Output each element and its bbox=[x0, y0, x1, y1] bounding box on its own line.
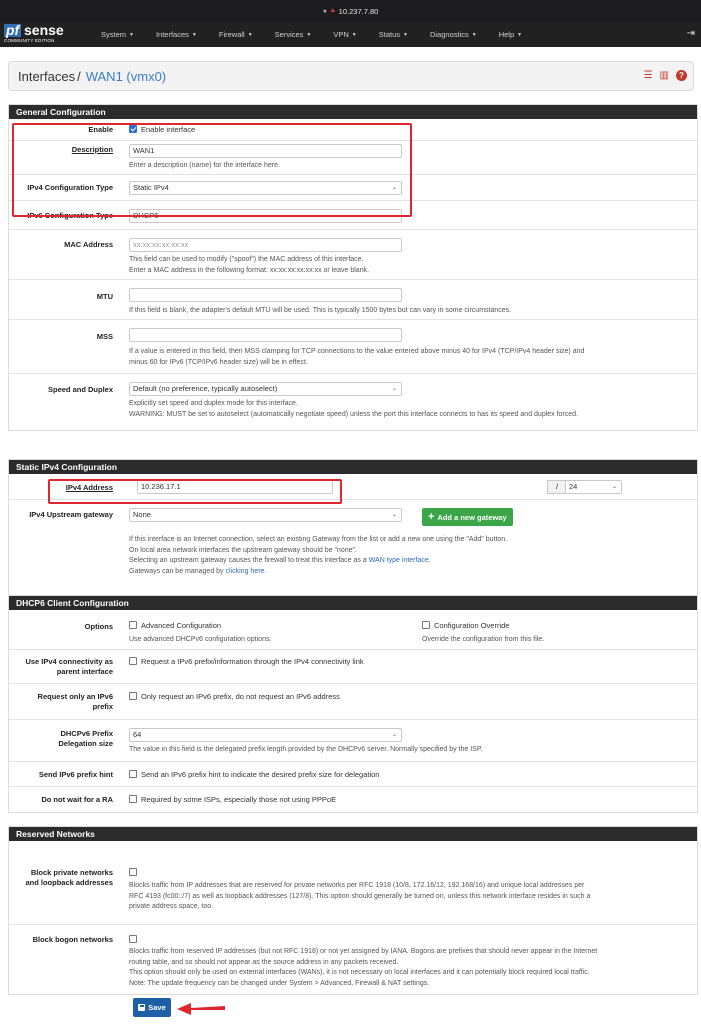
logo-sense: sense bbox=[24, 22, 64, 38]
breadcrumb-current[interactable]: WAN1 (vmx0) bbox=[85, 68, 167, 84]
advanced-config-checkbox[interactable] bbox=[129, 621, 137, 629]
help-line: routing table, and so should not appear as the source address in any packets received. bbox=[129, 958, 399, 966]
chevron-down-icon: ⌄ bbox=[611, 484, 617, 490]
row-mtu bbox=[9, 280, 697, 320]
select-value: Static IPv4 bbox=[133, 183, 169, 192]
description-label: Description bbox=[71, 145, 113, 154]
breadcrumb-separator: / bbox=[77, 68, 81, 84]
ipv4-type-label: IPv4 Configuration Type bbox=[27, 183, 113, 192]
main-menu bbox=[90, 22, 533, 47]
block-bogon-checkbox[interactable] bbox=[129, 935, 137, 943]
prefix-size-select[interactable] bbox=[129, 728, 402, 742]
highlight-box bbox=[12, 123, 412, 217]
mtu-input[interactable] bbox=[129, 288, 402, 302]
row-block-private bbox=[9, 841, 697, 925]
gateway-label: IPv4 Upstream gateway bbox=[29, 510, 113, 519]
save-button[interactable] bbox=[133, 998, 171, 1017]
help-line: Blocks traffic from IP addresses that are reserved for private networks per RFC 1918 (10/8, 172.16/12, 192.168/16) and unique local addresses per bbox=[129, 882, 585, 889]
block-private-help bbox=[129, 881, 689, 913]
config-override-checkbox[interactable] bbox=[422, 621, 430, 629]
caret-down-icon: ▼ bbox=[403, 31, 408, 38]
help-text: . bbox=[428, 557, 431, 564]
mac-label: MAC Address bbox=[64, 240, 113, 249]
chevron-down-icon: ⌄ bbox=[391, 386, 397, 392]
options-label: Options bbox=[84, 622, 113, 631]
menu-diagnostics[interactable] bbox=[419, 22, 488, 47]
highlight-box bbox=[48, 479, 342, 504]
advanced-config-help: Use advanced DHCPv6 configuration options. bbox=[129, 636, 272, 643]
bar-chart-icon[interactable]: ▥ bbox=[659, 70, 669, 81]
help-line: RFC 4193 (fc00::/7) as well as loopback addresses (127/8). This option should generally be turned on, unless this network interface resides in such a bbox=[129, 892, 591, 900]
speed-label: Speed and Duplex bbox=[47, 385, 113, 394]
block-bogon-label: Block bogon networks bbox=[32, 935, 113, 944]
help-line: If a value is entered in this field, then MSS clamping for TCP connections to the value entered above minus 40 for IPv4 (TCP/IPv4 header size) and bbox=[129, 348, 585, 355]
panel-title: DHCP6 Client Configuration bbox=[9, 596, 697, 610]
prefix-hint-label: Send IPv6 prefix hint bbox=[38, 770, 113, 779]
top-navbar bbox=[0, 22, 701, 47]
help-line bbox=[129, 556, 689, 567]
help-text: Selecting an upstream gateway causes the firewall to treat this interface as a bbox=[129, 557, 369, 564]
help-line: Note: The update frequency can be changed under System > Advanced, Firewall & NAT settings. bbox=[129, 979, 430, 987]
lock-icon: 🔒︎ bbox=[330, 7, 335, 14]
help-line: If this interface is an Internet connection, select an existing Gateway from the list or add a new one using the "Add" button. bbox=[129, 536, 508, 543]
select-value: None bbox=[133, 510, 151, 519]
panel-title: General Configuration bbox=[9, 105, 697, 119]
row-speed bbox=[9, 374, 697, 430]
row-request-only bbox=[9, 684, 697, 720]
config-override-help: Override the configuration from this file. bbox=[422, 636, 545, 643]
menu-help[interactable] bbox=[488, 22, 533, 47]
help-line: WARNING: MUST be set to autoselect (automatically negotiate speed) unless the port this interface connects to has its speed and duplex forced. bbox=[129, 410, 579, 418]
plus-icon: + bbox=[428, 511, 435, 523]
enable-text: Enable interface bbox=[141, 125, 196, 134]
row-no-wait-ra bbox=[9, 787, 697, 812]
row-gateway bbox=[9, 500, 697, 599]
menu-services[interactable] bbox=[264, 22, 323, 47]
url-text: 10.237.7.80 bbox=[338, 6, 379, 16]
reserved-networks-panel bbox=[8, 826, 698, 995]
row-block-bogon bbox=[9, 925, 697, 994]
speed-select[interactable] bbox=[129, 382, 402, 396]
label-line: Request only an IPv6 bbox=[37, 692, 113, 701]
pfsense-logo[interactable] bbox=[4, 22, 76, 47]
row-prefix-hint bbox=[9, 762, 697, 787]
menu-label: Diagnostics bbox=[429, 30, 469, 39]
menu-label: Firewall bbox=[218, 30, 245, 39]
caret-down-icon: ▼ bbox=[517, 31, 523, 38]
chevron-down-icon: ⌄ bbox=[391, 512, 397, 518]
red-arrow-icon bbox=[175, 1000, 227, 1018]
caret-down-icon: ▼ bbox=[351, 31, 357, 38]
add-gateway-button[interactable] bbox=[422, 508, 513, 526]
speed-help bbox=[129, 399, 689, 420]
mss-input[interactable] bbox=[129, 328, 402, 342]
help-line: Blocks traffic from reserved IP addresses (but not RFC 1918) or not yet assigned by IANA. Bogons are prefixes that should never appear in the Internet bbox=[129, 948, 598, 955]
no-wait-ra-label: Do not wait for a RA bbox=[41, 795, 113, 804]
prefix-size-label bbox=[9, 729, 113, 749]
caret-down-icon: ▼ bbox=[129, 31, 134, 38]
help-line: This field can be used to modify ("spoof") the MAC address of this interface. bbox=[129, 256, 364, 263]
ipv4-connectivity-checkbox[interactable] bbox=[129, 657, 137, 665]
help-icon[interactable]: ? bbox=[676, 70, 687, 81]
prefix-hint-checkbox[interactable] bbox=[129, 770, 137, 778]
chevron-down-icon: ⌄ bbox=[391, 213, 397, 219]
ipv4-address-label: IPv4 Address bbox=[65, 483, 113, 492]
gateway-select[interactable] bbox=[129, 508, 402, 522]
block-bogon-help bbox=[129, 947, 689, 989]
breadcrumb bbox=[8, 61, 694, 91]
help-text: Gateways can be managed by bbox=[129, 567, 226, 575]
label-line: DHCPv6 Prefix bbox=[60, 729, 113, 738]
help-line: On local area network interfaces the upstream gateway should be "none". bbox=[129, 546, 357, 554]
ipv6-type-label: IPv6 Configuration Type bbox=[27, 211, 113, 220]
logo-pf: pf bbox=[6, 22, 20, 38]
mtu-label: MTU bbox=[96, 292, 113, 301]
menu-firewall[interactable] bbox=[208, 22, 264, 47]
label-line: Block private networks bbox=[30, 868, 113, 877]
row-prefix-size bbox=[9, 720, 697, 762]
logout-icon[interactable]: ⇥ bbox=[686, 28, 695, 39]
label-line: parent interface bbox=[56, 667, 113, 676]
description-input[interactable]: WAN1 bbox=[129, 144, 402, 158]
panel-title: Static IPv4 Configuration bbox=[9, 460, 697, 474]
gateway-help bbox=[129, 535, 689, 577]
save-disk-icon bbox=[138, 1004, 145, 1011]
select-value: DHCP6 bbox=[133, 211, 159, 220]
logo-edition: COMMUNITY EDITION bbox=[4, 38, 55, 43]
button-label: Add a new gateway bbox=[437, 512, 507, 522]
menu-label: Interfaces bbox=[155, 30, 189, 39]
request-only-label bbox=[9, 692, 113, 712]
no-wait-ra-checkbox[interactable] bbox=[129, 795, 137, 803]
ipv4-address-input[interactable]: 10.236.17.1 bbox=[137, 480, 333, 494]
advanced-config-text: Advanced Configuration bbox=[141, 621, 222, 630]
chevron-down-icon: ⌄ bbox=[391, 185, 397, 191]
menu-system[interactable] bbox=[90, 22, 145, 47]
description-help: Enter a description (name) for the interface here. bbox=[129, 162, 280, 169]
cidr-select[interactable] bbox=[565, 480, 622, 494]
row-ipv4-connectivity bbox=[9, 650, 697, 684]
no-wait-ra-text: Required by some ISPs, especially those not using PPPoE bbox=[141, 795, 337, 804]
ipv4-connectivity-text: Request a IPv6 prefix/information through the IPv4 connectivity link bbox=[141, 657, 364, 666]
menu-label: Status bbox=[378, 30, 401, 39]
select-value: Default (no preference, typically autoselect) bbox=[133, 384, 278, 393]
help-line: minus 60 for IPv6 (TCP/IPv6 header size) will be in effect. bbox=[129, 358, 308, 366]
mac-help bbox=[129, 255, 689, 276]
menu-label: VPN bbox=[333, 30, 349, 39]
cidr-slash: / bbox=[547, 480, 567, 494]
ipv4-connectivity-label bbox=[9, 657, 113, 677]
caret-down-icon: ▼ bbox=[247, 31, 253, 38]
prefix-size-help: The value in this field is the delegated prefix length provided by the DHCPv6 server. Normally specified by the ISP. bbox=[129, 746, 483, 753]
dhcp6-panel bbox=[8, 595, 698, 813]
select-value: 64 bbox=[133, 730, 142, 739]
menu-label: System bbox=[101, 30, 127, 39]
prefix-hint-text: Send an IPv6 prefix hint to indicate the desired prefix size for delegation bbox=[141, 770, 380, 779]
mss-label: MSS bbox=[96, 332, 113, 341]
request-only-checkbox[interactable] bbox=[129, 692, 137, 700]
caret-down-icon: ▼ bbox=[191, 31, 197, 38]
help-line: This option should only be used on external interfaces (WANs), it is not necessary on local interfaces and it can potentially block required local traffic. bbox=[129, 969, 590, 976]
caret-down-icon: ▼ bbox=[306, 31, 312, 38]
help-line: Explicitly set speed and duplex mode for this interface. bbox=[129, 400, 298, 407]
mss-help bbox=[129, 347, 689, 368]
menu-interfaces[interactable] bbox=[145, 22, 208, 47]
sliders-icon[interactable]: ☰ bbox=[643, 70, 653, 81]
menu-label: Services bbox=[274, 30, 304, 39]
row-mac bbox=[9, 230, 697, 280]
request-only-text: Only request an IPv6 prefix, do not request an IPv6 address bbox=[141, 692, 340, 701]
help-text: . bbox=[264, 567, 267, 575]
menu-status[interactable] bbox=[368, 22, 419, 47]
block-private-label bbox=[9, 868, 113, 888]
menu-vpn[interactable] bbox=[322, 22, 367, 47]
caret-down-icon: ▼ bbox=[471, 31, 477, 38]
wan-type-link[interactable]: WAN type interface bbox=[368, 557, 429, 564]
mtu-help: If this field is blank, the adapter's default MTU will be used. This is typically 1500 bytes but can vary in some circumstances. bbox=[129, 307, 512, 314]
block-private-checkbox[interactable] bbox=[129, 868, 137, 876]
row-options bbox=[9, 610, 697, 650]
row-mss bbox=[9, 320, 697, 374]
config-override-text: Configuration Override bbox=[434, 621, 510, 630]
label-line: Use IPv4 connectivity as bbox=[25, 657, 113, 666]
help-line: private address space, too. bbox=[129, 903, 214, 910]
help-line: Enter a MAC address in the following format: xx:xx:xx:xx:xx:xx or leave blank. bbox=[129, 266, 370, 274]
save-label: Save bbox=[148, 1003, 166, 1012]
chevron-down-icon: ⌄ bbox=[391, 732, 397, 738]
select-value: 24 bbox=[569, 482, 578, 491]
enable-label: Enable bbox=[88, 125, 113, 134]
label-line: Delegation size bbox=[58, 739, 113, 748]
label-line: prefix bbox=[92, 702, 113, 711]
breadcrumb-interfaces: Interfaces bbox=[18, 68, 76, 84]
gateways-link[interactable]: clicking here bbox=[225, 567, 265, 575]
panel-title: Reserved Networks bbox=[9, 827, 697, 841]
help-line bbox=[129, 567, 689, 578]
browser-url-bar[interactable] bbox=[0, 0, 701, 22]
mac-input[interactable]: xx:xx:xx:xx:xx:xx bbox=[129, 238, 402, 252]
label-line: and loopback addresses bbox=[25, 878, 113, 887]
dots-icon: ● bbox=[322, 7, 327, 15]
title-icons bbox=[644, 70, 687, 81]
menu-label: Help bbox=[498, 30, 515, 39]
